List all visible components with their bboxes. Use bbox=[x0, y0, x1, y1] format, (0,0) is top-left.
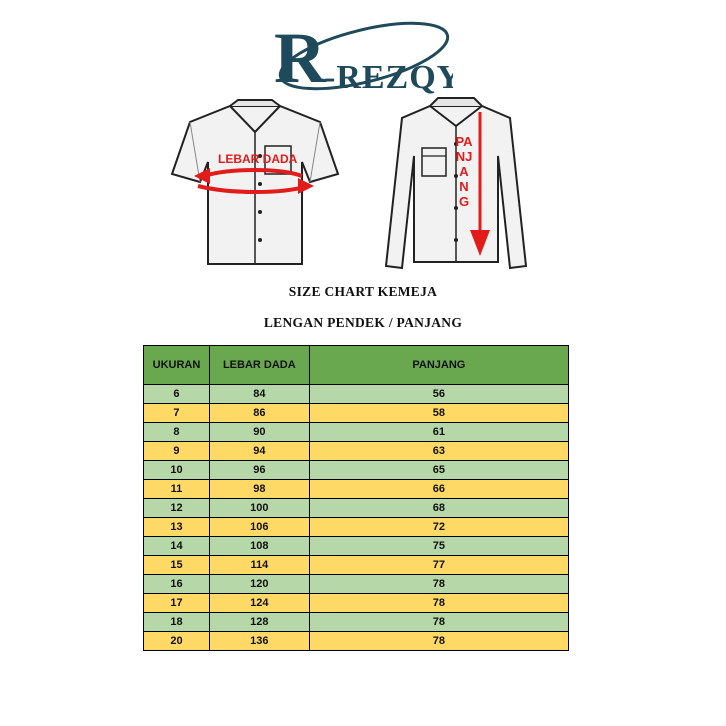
cell-size: 13 bbox=[144, 518, 210, 537]
cell-chest: 96 bbox=[209, 461, 309, 480]
cell-size: 16 bbox=[144, 575, 210, 594]
brand-logo bbox=[268, 8, 453, 103]
table-row bbox=[144, 575, 569, 594]
table-row bbox=[144, 556, 569, 575]
table-row bbox=[144, 385, 569, 404]
table-row bbox=[144, 480, 569, 499]
cell-length: 78 bbox=[309, 594, 568, 613]
short-sleeve-shirt-illustration bbox=[170, 96, 340, 270]
cell-chest: 114 bbox=[209, 556, 309, 575]
cell-length: 56 bbox=[309, 385, 568, 404]
table-row bbox=[144, 423, 569, 442]
cell-length: 78 bbox=[309, 613, 568, 632]
cell-size: 6 bbox=[144, 385, 210, 404]
cell-size: 8 bbox=[144, 423, 210, 442]
brand-logo-graphic bbox=[268, 8, 453, 103]
table-row bbox=[144, 404, 569, 423]
table-row bbox=[144, 499, 569, 518]
chest-width-label: LEBAR DADA bbox=[218, 152, 298, 166]
cell-chest: 108 bbox=[209, 537, 309, 556]
cell-length: 72 bbox=[309, 518, 568, 537]
header-panjang: PANJANG bbox=[309, 346, 568, 385]
cell-chest: 90 bbox=[209, 423, 309, 442]
cell-size: 12 bbox=[144, 499, 210, 518]
cell-length: 77 bbox=[309, 556, 568, 575]
cell-length: 68 bbox=[309, 499, 568, 518]
cell-size: 7 bbox=[144, 404, 210, 423]
cell-length: 78 bbox=[309, 632, 568, 651]
cell-chest: 94 bbox=[209, 442, 309, 461]
svg-text:-REZQY: -REZQY bbox=[324, 59, 453, 96]
cell-size: 20 bbox=[144, 632, 210, 651]
table-row bbox=[144, 632, 569, 651]
length-label: PANJANG bbox=[455, 134, 473, 209]
cell-chest: 120 bbox=[209, 575, 309, 594]
cell-length: 61 bbox=[309, 423, 568, 442]
cell-length: 63 bbox=[309, 442, 568, 461]
cell-length: 66 bbox=[309, 480, 568, 499]
table-row bbox=[144, 442, 569, 461]
cell-length: 58 bbox=[309, 404, 568, 423]
table-header-row bbox=[144, 346, 569, 385]
cell-length: 65 bbox=[309, 461, 568, 480]
table-row bbox=[144, 461, 569, 480]
table-row bbox=[144, 613, 569, 632]
cell-chest: 106 bbox=[209, 518, 309, 537]
size-table bbox=[143, 345, 569, 651]
cell-size: 15 bbox=[144, 556, 210, 575]
cell-chest: 136 bbox=[209, 632, 309, 651]
table-row bbox=[144, 537, 569, 556]
table-row bbox=[144, 594, 569, 613]
svg-text:R: R bbox=[274, 18, 326, 98]
cell-size: 17 bbox=[144, 594, 210, 613]
size-chart-subtitle: LENGAN PENDEK / PANJANG bbox=[263, 315, 463, 330]
cell-size: 10 bbox=[144, 461, 210, 480]
cell-size: 18 bbox=[144, 613, 210, 632]
cell-chest: 86 bbox=[209, 404, 309, 423]
size-chart-title: SIZE CHART KEMEJA bbox=[288, 284, 438, 299]
cell-chest: 124 bbox=[209, 594, 309, 613]
table-row bbox=[144, 518, 569, 537]
cell-size: 9 bbox=[144, 442, 210, 461]
header-lebar-dada: LEBAR DADA bbox=[209, 346, 309, 385]
cell-size: 14 bbox=[144, 537, 210, 556]
cell-chest: 128 bbox=[209, 613, 309, 632]
cell-length: 75 bbox=[309, 537, 568, 556]
cell-chest: 100 bbox=[209, 499, 309, 518]
cell-size: 11 bbox=[144, 480, 210, 499]
cell-length: 78 bbox=[309, 575, 568, 594]
header-ukuran: UKURAN bbox=[144, 346, 210, 385]
cell-chest: 98 bbox=[209, 480, 309, 499]
cell-chest: 84 bbox=[209, 385, 309, 404]
